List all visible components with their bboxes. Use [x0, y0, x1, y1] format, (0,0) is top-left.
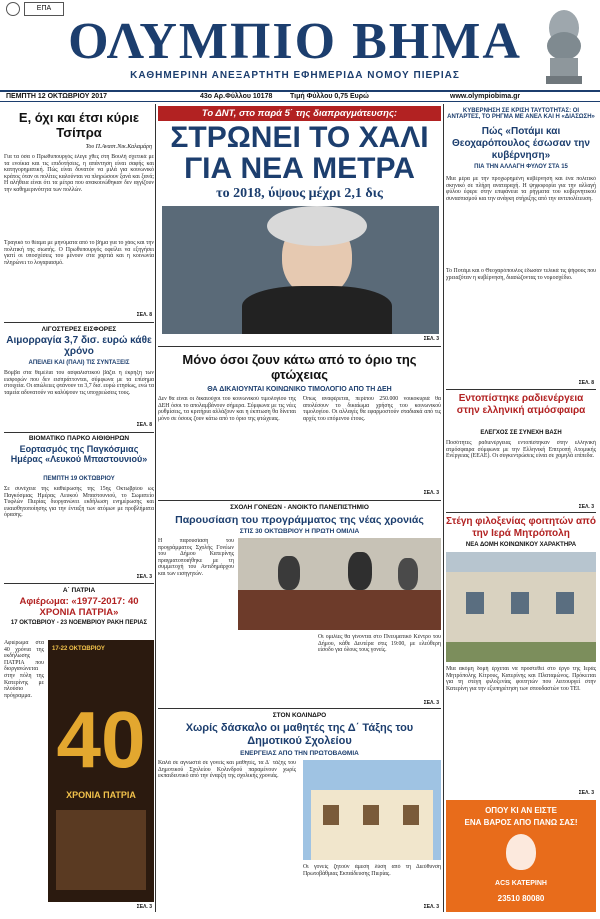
divider	[158, 500, 441, 501]
lagarde-photo	[162, 206, 439, 334]
website-link[interactable]: www.olympiobima.gr	[450, 93, 521, 100]
story3-kicker: ΣΧΟΛΗ ΓΟΝΕΩΝ - ΑΝΟΙΚΤΟ ΠΑΝΕΠΙΣΤΗΜΙΟ	[230, 504, 369, 511]
main-headline-2[interactable]: ΓΙΑ ΝΕΑ ΜΕΤΡΑ	[184, 152, 415, 185]
divider	[4, 583, 154, 584]
page-ref: ΣΕΛ. 3	[578, 504, 594, 510]
box2-body: Σε συνέχεια της καθιέρωσης της 15ης Οκτωβρίου ως Παγκόσμιας Ημέρας Λευκού Μπαστουνιού, το Σωματείο Τυφλών Πιερίας διοργανώνει εκδήλωση ενημέρωσης και ευαισθητοποίησης για την ένταξη των ατόμων με προβλήματα όρασης.	[4, 486, 154, 519]
divider	[446, 389, 596, 390]
publisher-logo: ΕΠΑ	[24, 2, 64, 16]
page-ref: ΣΕΛ. 8	[578, 380, 594, 386]
box1-title[interactable]: Αιμορραγία 3,7 δισ. ευρώ κάθε χρόνο	[6, 335, 152, 357]
main-kicker: Το ΔΝΤ, στο παρά 5΄ της διαπραγμάτευσης:	[158, 106, 441, 121]
page-ref: ΣΕΛ. 8	[136, 312, 152, 318]
balloon-icon	[506, 834, 536, 870]
story4-kicker: ΣΤΟΝ ΚΟΛΙΝΔΡΟ	[272, 712, 327, 719]
zeus-bust-icon	[536, 6, 592, 86]
story3-body-a: Η παρουσίαση του προγράμματος Σχολής Γονέων του Δήμου Κατερίνης πραγματοποιήθηκε με τη συμμετοχή του Αντιδημάρχου και των εισηγητών.	[158, 538, 234, 577]
story3-subtitle: ΣΤΙΣ 30 ΟΚΤΩΒΡΙΟΥ Η ΠΡΩΤΗ ΟΜΙΛΙΑ	[239, 528, 360, 535]
newspaper-subtitle: ΚΑΘΗΜΕΡΙΝΗ ΑΝΕΞΑΡΤΗΤΗ ΕΦΗΜΕΡΙΔΑ ΝΟΜΟΥ ΠΙΕΡΙΑΣ	[130, 70, 460, 81]
r-story3-title[interactable]: Στέγη φιλοξενίας φοιτητών από την Ιερά Μητρόπολη	[446, 516, 596, 539]
r-story2-title[interactable]: Εντοπίστηκε ραδιενέργεια στην ελληνική ατμόσφαιρα	[456, 393, 586, 416]
story2-title[interactable]: Μόνο όσοι ζουν κάτω από το όριο της φτώχειας	[182, 352, 417, 382]
main-subheadline: το 2018, ύψους μέχρι 2,1 δις	[216, 186, 383, 201]
column-divider	[155, 104, 156, 912]
story3-body-b: Οι ομιλίες θα γίνονται στο Πνευματικό Κέντρο του Δήμου, κάθε Δευτέρα στις 19:00, με ελεύθερη είσοδο για όλους τους γονείς.	[318, 634, 441, 654]
editorial-body-2: Τραγικό το θέαμα με μηνύματα από το βήμα για το χάος και την πολιτική της σιωπής. Ο Πρωθυπουργός οφείλει να εξηγήσει γιατί οι υποσχέσεις του μένουν στα χαρτιά και η κοινωνία πληρώνει το λογαριασμό.	[4, 240, 154, 266]
divider	[4, 322, 154, 323]
divider	[446, 512, 596, 513]
page-ref: ΣΕΛ. 8	[136, 422, 152, 428]
issue-price: Τιμή Φύλλου 0,75 Ευρώ	[290, 93, 369, 100]
ad-subheadline: ΕΝΑ ΒΑΡΟΣ ΑΠΟ ΠΑΝΩ ΣΑΣ!	[464, 818, 578, 827]
ad-brand: ΑCS ΚΑΤΕΡΙΝΗ	[495, 880, 547, 887]
story4-title[interactable]: Χωρίς δάσκαλο οι μαθητές της Δ΄ Τάξης του Δημοτικού Σχολείου	[185, 722, 414, 747]
divider	[4, 432, 154, 433]
ad-headline: ΟΠΟΥ ΚΙ ΑΝ ΕΙΣΤΕ	[485, 806, 557, 815]
page-ref: ΣΕΛ. 3	[423, 336, 439, 342]
r-story1-subtitle: ΠΙΑ ΤΗΝ ΑΛΛΑΓΗ ΦΥΛΟΥ ΣΤΑ 15	[474, 164, 568, 170]
issue-number: 43ο Αρ.Φύλλου 10178	[200, 93, 273, 100]
editorial-title[interactable]: Ε, όχι και έτσι κύριε Τσίπρα	[18, 110, 140, 140]
newspaper-title: ΟΛΥΜΠΙΟ ΒΗΜΑ	[68, 13, 522, 70]
divider	[158, 708, 441, 709]
main-headline-1[interactable]: ΣΤΡΩΝΕΙ ΤΟ ΧΑΛΙ	[170, 121, 429, 154]
story2-subtitle: ΘΑ ΔΙΚΑΙΟΥΝΤΑΙ ΚΟΙΝΩΝΙΚΟ ΤΙΜΟΛΟΓΙΟ ΑΠΟ ΤΗ ΔΕΗ	[207, 386, 392, 393]
box2-subtitle: ΠΕΜΠΤΗ 19 ΟΚΤΩΒΡΙΟΥ	[43, 476, 115, 482]
box3-title[interactable]: Αφιέρωμα: «1977-2017: 40 ΧΡΟΝΙΑ ΠΑΤΡΙΑ»	[19, 596, 139, 618]
editorial-body-1: Για τα όσα ο Πρωθυπουργός έλεγε χθες στη Βουλή σχετικά με τα ενοίκια και τις επιδοτήσεις, η απάντηση είναι σαφής και κατηγορηματική. Πώς είναι δυνατόν να μιλά για κοινωνικό κράτος όταν οι πολίτες καλούνται να πληρώσουν ξανά και ξανά; Η αλήθεια είναι ότι τα μέτρα που ανακοινώθηκαν δεν αγγίζουν την καθημερινότητα των πολλών.	[4, 154, 154, 193]
box2-title[interactable]: Εορτασμός της Παγκόσμιας Ημέρας «Λευκού Μπαστουνιού»	[10, 444, 148, 464]
story3-title[interactable]: Παρουσίαση του προγράμματος της νέας χρονιάς	[175, 514, 424, 526]
issue-date: ΠΕΜΠΤΗ 12 ΟΚΤΩΒΡΙΟΥ 2017	[6, 93, 107, 100]
r-story1-title[interactable]: Πώς «Ποτάμι και Θεοχαρόπουλος έσωσαν την κυβέρνηση»	[452, 126, 590, 161]
story4-body-a: Καλά σε αγνωστά σε γονείς και μαθητές, τα Δ΄ τάξης του Δημοτικού Σχολείου Κολινδρού παραμένουν χωρίς εκπαιδευτικό από την έναρξη της σχολικής χρονιάς.	[158, 760, 296, 780]
parents-school-photo	[238, 538, 441, 630]
student-housing-photo	[446, 552, 596, 662]
box3-body: Αφιέρωμα στα 40 χρόνια της εκδήλωσης ΠΑΤΡΙΑ που διοργανώνεται στην πόλη της Κατερίνης με πλούσιο πρόγραμμα.	[4, 640, 44, 699]
acs-advertisement[interactable]	[446, 800, 596, 912]
school-photo	[303, 760, 441, 860]
story4-subtitle: ΕΝΕΡΓΕΙΑΣ ΑΠΟ ΤΗΝ ΠΡΩΤΟΒΑΘΜΙΑ	[240, 750, 359, 757]
page-ref: ΣΕΛ. 3	[136, 574, 152, 580]
page-ref: ΣΕΛ. 3	[423, 904, 439, 910]
box2-kicker: ΒΙΟΜΑΤΙΚΟ ΠΑΡΚΟ ΑΙΘΙΘΗΡΩΝ	[28, 435, 130, 442]
r-story1-body-2: Το Ποτάμι και ο Θεοχαρόπουλος έδωσαν τελικά τις ψήφους που χρειαζόταν η κυβέρνηση, διασώζοντας το νομοσχέδιο.	[446, 268, 596, 281]
page-ref: ΣΕΛ. 3	[578, 790, 594, 796]
divider	[158, 346, 441, 347]
page-ref: ΣΕΛ. 3	[136, 904, 152, 910]
box1-body: Βόμβα στα θεμέλια του ασφαλιστικού βάζει η έκρηξη των εισφορών που δεν εισπράττονται, σύμφωνα με τα επίσημα στοιχεία. Οι απώλειες φτάνουν τα 3,7 δισ. ευρώ ετησίως, ενώ τα ταμεία αδυνατούν να καλύψουν τις υποχρεώσεις τους.	[4, 370, 154, 396]
page-ref: ΣΕΛ. 3	[423, 490, 439, 496]
column-divider	[443, 104, 444, 912]
poster-date: 17-22 ΟΚΤΩΒΡΙΟΥ	[52, 646, 105, 652]
logo-circle-icon	[6, 2, 20, 16]
ad-phone: 23510 80080	[497, 894, 545, 903]
box3-subtitle: 17 ΟΚΤΩΒΡΙΟΥ - 23 ΝΟΕΜΒΡΙΟΥ ΡΑΚΗ ΠΕΡΙΑΣ	[10, 620, 148, 626]
r-story1-body: Μια μέρα με την προχωρημένη κυβέρνηση και ένα πολιτικό σκηνικό σε πλήρη αναταραχή. Η ψηφοφορία για την αλλαγή φύλου έφερε στην επιφάνεια τα ρήγματα του κυβερνητικού συνασπισμού και την ανάγκη στήριξης από την αντιπολίτευση.	[446, 176, 596, 202]
box3-kicker: Α΄ ΠΑΤΡΙΑ	[62, 587, 96, 594]
r-story2-subtitle: ΕΛΕΓΧΟΣ ΣΕ ΣΥΝΕΧΗ ΒΑΣΗ	[480, 430, 562, 436]
poster-caption: ΧΡΟΝΙΑ ΠΑΤΡΙΑ	[66, 790, 136, 800]
editorial-author: Του Π.Αναστ.Νικ.Καλαμάρη	[85, 144, 152, 150]
masthead	[0, 0, 600, 90]
page-ref: ΣΕΛ. 3	[423, 700, 439, 706]
r-story3-subtitle: ΝΕΑ ΔΟΜΗ ΚΟΙΝΩΝΙΚΟΥ ΧΑΡΑΚΤΗΡΑ	[465, 542, 577, 548]
story2-body-b: Όπως αναφέρεται, περίπου 250.000 νοικοκυριά θα απολέσουν το δικαίωμα χρήσης του κοινωνικού τιμολογίου. Οι αλλαγές θα εφαρμοστούν σταδιακά από τις αρχές του επόμενου έτους.	[303, 396, 441, 422]
patria-poster	[48, 640, 154, 902]
poster-number: 40	[56, 695, 146, 784]
story2-body-a: Δεν θα είναι οι δικαιούχοι του κοινωνικού τιμολογίου της ΔΕΗ όσοι το απολαμβάνουν σήμερα. Σύμφωνα με τις νέες ρυθμίσεις, τα κριτήρια αλλάζουν και η έκπτωση θα δίνεται μόνο σε όσους ζουν κάτω από το όριο της φτώχειας.	[158, 396, 296, 422]
story4-body-b: Οι γονείς ζητούν άμεση λύση από τη Διεύθυνση Πρωτοβάθμιας Εκπαίδευσης Πιερίας.	[303, 864, 441, 877]
dateline	[0, 90, 600, 102]
r-story1-kicker: ΚΥΒΕΡΝΗΣΗ ΣΕ ΚΡΙΣΗ ΤΑΥΤΟΤΗΤΑΣ: ΟΙ ΑΝΤΑΡΤΕΣ, ΤΟ ΡΗΓΜΑ ΜΕ ΑΝΕΛ ΚΑΙ Η «ΔΙΑΣΩΣΗ»	[447, 108, 595, 120]
r-story2-body: Ποσότητες ραδιενέργειας εντοπίστηκαν στην ελληνική ατμόσφαιρα σύμφωνα με την Ελληνική Επιτροπή Ατομικής Ενέργειας (ΕΕΑΕ). Οι συγκεντρώσεις είναι σε χαμηλά επίπεδα.	[446, 440, 596, 460]
box1-kicker: ΛΙΓΟΣΤΕΡΕΣ ΕΙΣΦΟΡΕΣ	[41, 326, 117, 333]
box1-subtitle: ΑΠΕΙΛΕΙ ΚΑΙ (ΠΑΛΙ) ΤΙΣ ΣΥΝΤΑΞΕΙΣ	[28, 360, 130, 366]
poster-image	[56, 810, 146, 890]
r-story3-body: Μια ακόμη δομή έρχεται να προστεθεί στο έργο της Ιεράς Μητρόπολης Κίτρους, Κατερίνης και Πλαταμώνος. Πρόκειται για τη στέγη φιλοξενίας φοιτητών που λειτουργεί στην Κατερίνη για την εξυπηρέτηση των σπουδαστών του ΤΕΙ.	[446, 666, 596, 692]
